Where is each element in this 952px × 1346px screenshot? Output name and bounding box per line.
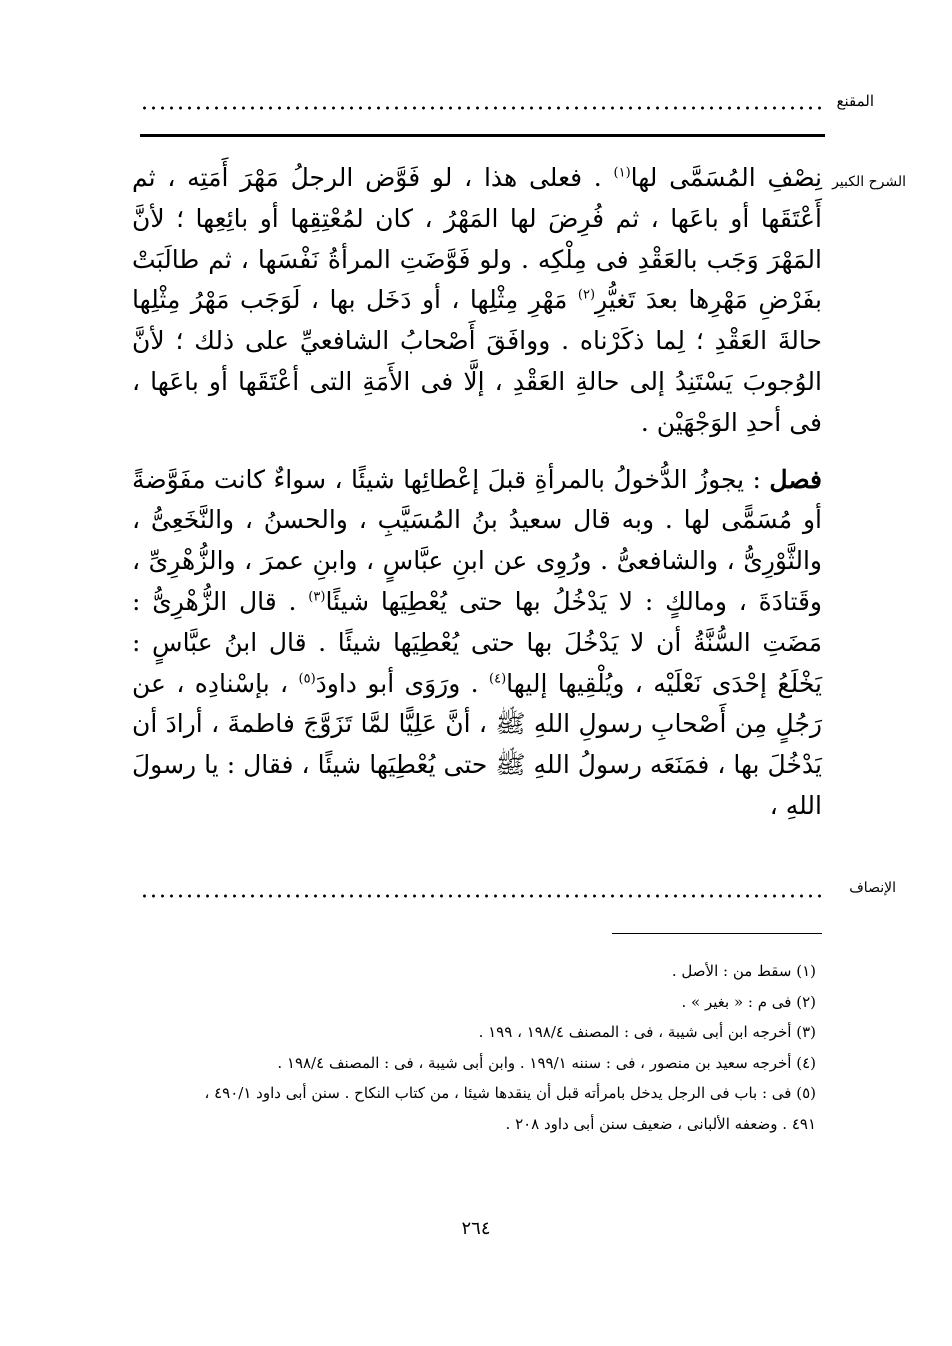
footnote-4: (٤) أخرجه سعيد بن منصور ، فى : سننه ١٩٩/١ . وابن أبى شيبة ، فى : المصنف ١٩٨/٤ . [277,1053,816,1072]
footnotes-rule [612,933,822,934]
header-rule [140,134,825,137]
footnote-ref-3: (٣) [308,589,326,605]
footnote-ref-5: (٥) [298,671,316,687]
paragraph-2 [132,460,822,827]
footnotes [136,956,816,1140]
side-label-sharh: الشرح الكبير [832,174,906,190]
para2-text-2: . قال الزُّهْرِىُّ : مَضَتِ السُّنَّةُ أن لا يَدْخُلَ بها حتى يُعْطِيَها شيئًا . قال ابنُ عبَّاسٍ : يَخْلَعُ إحْدَى نَعْلَيْه ، ويُلْقِيها إليها [132,586,823,698]
footnote-5-continuation: ٤٩١ . وضعفه الألبانى ، ضعيف سنن أبى داود ٢٠٨ . [505,1114,816,1133]
para1-text-1: نِصْفِ المُسَمَّى لها [630,163,822,192]
footnote-ref-1: (١) [613,165,631,181]
main-text-body [132,158,822,827]
para2-text-1: : يجوزُ الدُّخولُ بالمرأةِ قبلَ إعْطائِها شيئًا ، سواءٌ كانت مفَوَّضةً أو مُسَمًّى لها . وبه قال سعيدُ بنُ المُسَيَّبِ ، والحسنُ ، والنَّخَعِىُّ ، والثَّوْرِىُّ ، والشافعىُّ . ورُوِى عن ابنِ عبَّاسٍ ، وابنِ عمرَ ، والزُّهْرِىِّ ، وقَتادَةَ ، ومالكٍ : لا يَدْخُلُ بها حتى يُعْطِيَها شيئًا [132,464,823,616]
section-heading-fasl: فصل [769,464,822,494]
para2-text-4: ، بإسْنادِه ، عن رَجُلٍ مِن أَصْحابِ رسولِ اللهِ ﷺ ، أنَّ عَلِيًّا لمَّا تَزَوَّجَ فاطمةَ ، أرادَ أن يَدْخُلَ بها ، فمَنَعَه رسولُ اللهِ ﷺ حتى يُعْطِيَها شيئًا ، فقال : يا رسولَ اللهِ ، [132,668,822,820]
side-label-insaf: الإنصاف [849,880,896,896]
footnote-3: (٣) أخرجه ابن أبى شيبة ، فى : المصنف ١٩٨/٤ ، ١٩٩ . [478,1023,816,1042]
book-title-label: المقنع [836,92,874,110]
footnote-ref-2: (٢) [577,288,596,304]
footer-dotted-separator [140,894,825,898]
para2-text-3: . ورَوَى أبو داودَ [315,668,490,698]
para1-text-3: مَهْرِ مِثْلِها ، أو دَخَل بها ، لَوَجَب مَهْرُ مِثْلِها حالةَ العَقْدِ ؛ لِما ذكَرْناه . ووافَقَ أَصْحابُ الشافعيِّ على ذلك ؛ لأنَّ الوُجوبَ يَسْتَنِدُ إلى حالةِ العَقْدِ ، إلَّا فى الأَمَةِ التى أعْتَقَها أو باعَها ، فى أحدِ الوَجْهَيْن . [132,285,822,437]
paragraph-1 [132,158,822,444]
footnote-2: (٢) فى م : « بغير » . [681,992,816,1011]
para1-text-2: . فعلى هذا ، لو فَوَّض الرجلُ مَهْرَ أَمَتِه ، ثم أَعْتَقَها أو باعَها ، ثم فُرِضَ لها المَهْرُ ، كان لمُعْتِقِها أو بائِعِها ؛ لأنَّ المَهْرَ وَجَب بالعَقْدِ فى مِلْكِه . ولو فَوَّضَتِ المرأةُ نَفْسَها ، ثم طالَبَتْ بفَرْضِ مَهْرِها بعدَ تَغيُّرِ [132,163,822,315]
page-number: ٢٦٤ [461,1218,491,1239]
footnote-5: (٥) فى : باب فى الرجل يدخل بامرأته قبل أن ينقدها شيئا ، من كتاب النكاح . سنن أبى داود ٤٩٠/١ ، [204,1084,816,1103]
footnote-ref-4: (٤) [489,671,507,687]
footnote-1: (١) سقط من : الأصل . [671,962,816,980]
header-dotted-separator [140,106,825,110]
